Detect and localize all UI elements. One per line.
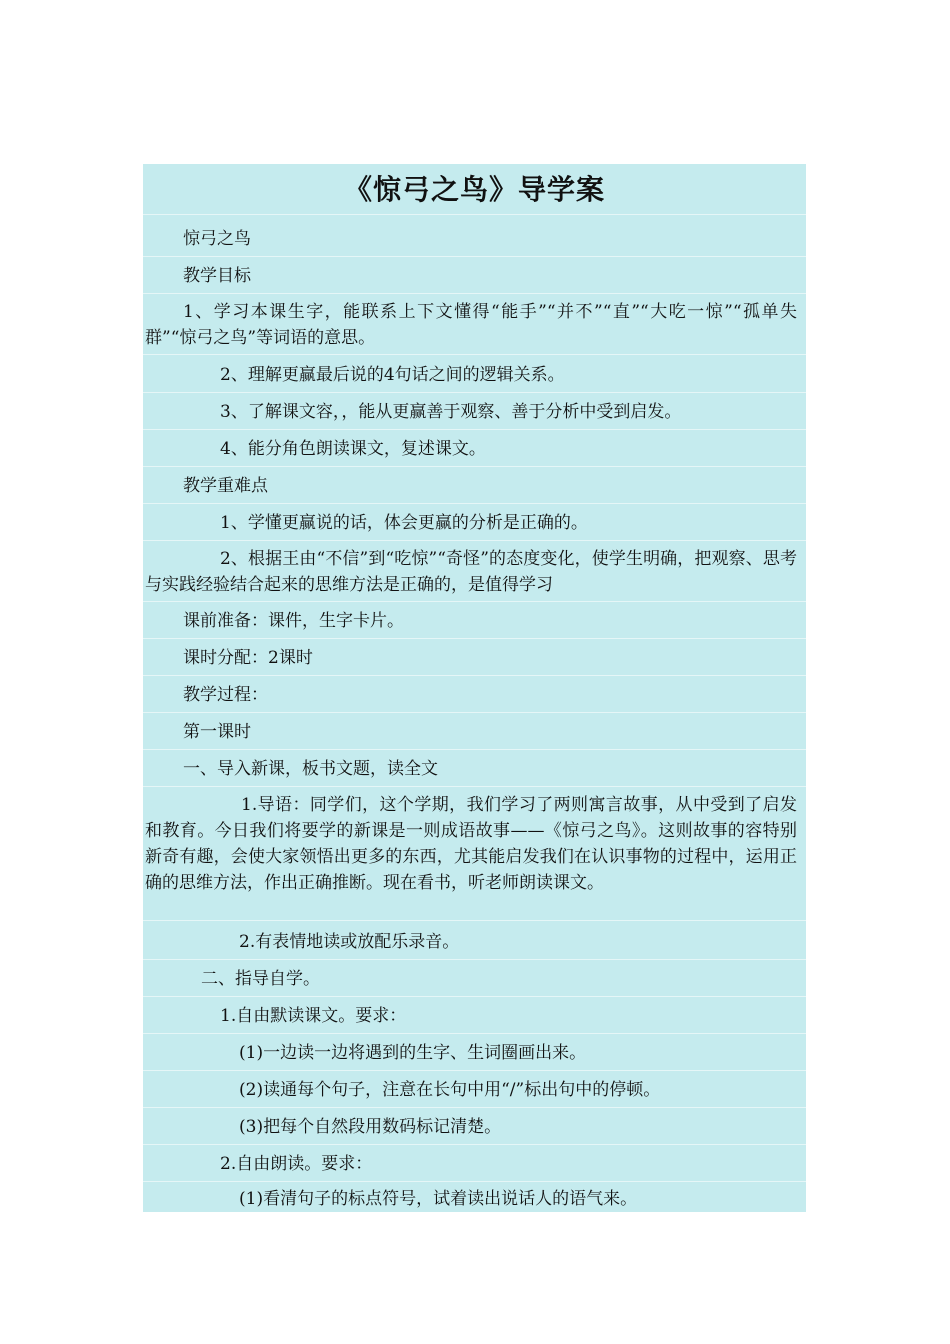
divider	[143, 920, 806, 921]
requirement-3: (3)把每个自然段用数码标记清楚。	[239, 1117, 502, 1137]
divider	[143, 466, 806, 467]
divider	[143, 601, 806, 602]
heading-process: 教学过程：	[183, 685, 268, 705]
divider	[143, 256, 806, 257]
document-page	[143, 164, 806, 1212]
divider	[143, 429, 806, 430]
divider	[143, 540, 806, 541]
divider	[143, 392, 806, 393]
divider	[143, 959, 806, 960]
divider	[143, 354, 806, 355]
key-point-1: 1、学懂更赢说的话，体会更赢的分析是正确的。	[220, 513, 588, 533]
divider	[143, 503, 806, 504]
divider	[143, 293, 806, 294]
requirement-2: (2)读通每个句子，注意在长句中用“/”标出句中的停顿。	[239, 1080, 661, 1100]
divider	[143, 786, 806, 787]
objective-2: 2、理解更赢最后说的4句话之间的逻辑关系。	[220, 365, 565, 385]
key-point-2: 2、根据王由“不信”到“吃惊”“奇怪”的态度变化，使学生明确，把观察、思考与实践经验结合起来的思维方法是正确的，是值得学习	[145, 549, 797, 595]
objective-3: 3、了解课文容，，能从更赢善于观察、善于分析中受到启发。	[220, 402, 682, 422]
heading-objectives: 教学目标	[183, 266, 251, 286]
section-2-heading: 二、指导自学。	[201, 969, 320, 989]
divider	[143, 675, 806, 676]
divider	[143, 638, 806, 639]
divider	[143, 214, 806, 215]
lesson-name: 惊弓之鸟	[183, 229, 251, 249]
objective-4: 4、能分角色朗读课文，复述课文。	[220, 439, 486, 459]
divider	[143, 1144, 806, 1145]
step-silent-read: 1.自由默读课文。要求：	[220, 1006, 407, 1026]
heading-key-points: 教学重难点	[183, 476, 268, 496]
first-lesson: 第一课时	[183, 722, 251, 742]
requirement-4: (1)看清句子的标点符号，试着读出说话人的语气来。	[239, 1189, 638, 1209]
time-allocation: 课时分配：2课时	[183, 648, 313, 668]
divider	[143, 996, 806, 997]
step-free-read: 2.自由朗读。要求：	[220, 1154, 373, 1174]
divider	[143, 1033, 806, 1034]
section-1-heading: 一、导入新课，板书文题，读全文	[183, 759, 438, 779]
divider	[143, 749, 806, 750]
requirement-1: (1)一边读一边将遇到的生字、生词圈画出来。	[239, 1043, 587, 1063]
intro-paragraph: 1.导语：同学们，这个学期，我们学习了两则寓言故事，从中受到了启发和教育。今日我们将要学的新课是一则成语故事——《惊弓之鸟》。这则故事的容特别新奇有趣，会使大家领悟出更多的东西，尤其能启发我们在认识事物的过程中，运用正确的思维方法，作出正确推断。现在看书，听老师朗读课文。	[145, 795, 797, 893]
divider	[143, 1070, 806, 1071]
step-read-aloud: 2.有表情地读或放配乐录音。	[239, 932, 460, 952]
preparation: 课前准备：课件，生字卡片。	[183, 611, 404, 631]
divider	[143, 712, 806, 713]
divider	[143, 1181, 806, 1182]
divider	[143, 1107, 806, 1108]
objective-1: 1、学习本课生字，能联系上下文懂得“能手”“并不”“直”“大吃一惊”“孤单失群”“惊弓之鸟”等词语的意思。	[145, 302, 797, 348]
document-title: 《惊弓之鸟》导学案	[343, 173, 605, 206]
